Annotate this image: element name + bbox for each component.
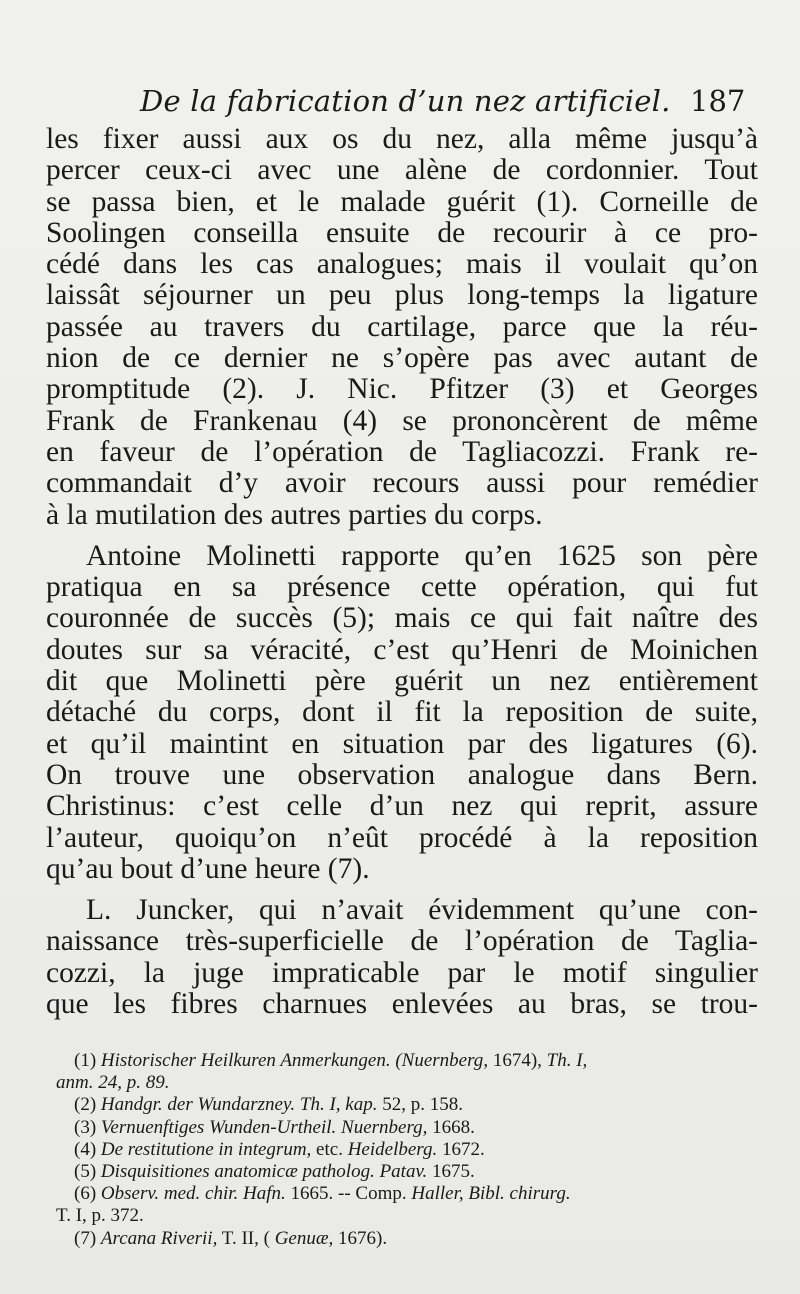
footnote-4: (4) De restitutione in integrum, etc. Heidelberg. 1672.: [74, 1138, 485, 1160]
text-line: laissât séjourner un peu plus long-temps la ligature: [46, 280, 758, 312]
text-line: Antoine Molinetti rapporte qu’en 1625 son père: [86, 540, 758, 572]
text-line: qu’au bout d’une heure (7).: [46, 853, 370, 885]
text-line: pratiqua en sa présence cette opération, qui fut: [46, 572, 758, 604]
footnote-1: (1) Historischer Heilkuren Anmerkungen. (Nuernberg, 1674), Th. I,: [74, 1050, 588, 1071]
text-line: commandait d’y avoir recours aussi pour remédier: [46, 468, 758, 500]
text-line: détaché du corps, dont il fit la reposition de suite,: [46, 697, 758, 729]
text-line: et qu’il maintint en situation par des ligatures (6).: [46, 728, 758, 760]
text-line: naissance très-superficielle de l’opération de Taglia-: [46, 926, 758, 958]
text-line: percer ceux-ci avec une alène de cordonnier. Tout: [46, 155, 758, 187]
text-line: passée au travers du cartilage, parce que la réu-: [46, 311, 758, 343]
text-line: cozzi, la juge impraticable par le motif singulier: [46, 957, 758, 989]
text-line: Frank de Frankenau (4) se prononcèrent de même: [46, 405, 758, 437]
text-line: les fixer aussi aux os du nez, alla même jusqu’à: [46, 124, 758, 155]
page-header: [0, 80, 800, 124]
text-line: que les fibres charnues enlevées au bras, se trou-: [46, 989, 758, 1021]
text-line: Christinus: c’est celle d’un nez qui reprit, assure: [46, 791, 758, 823]
paragraph-2: [46, 541, 758, 885]
footnote-6-continued: T. I, p. 372.: [56, 1205, 144, 1227]
footnote-2: (2) Handgr. der Wundarzney. Th. I, kap. 52, p. 158.: [74, 1094, 463, 1116]
footnotes: [56, 1050, 756, 1250]
running-head: De la fabrication d’un nez artificiel.: [140, 84, 671, 118]
footnote-1-continued: anm. 24, p. 89.: [56, 1072, 170, 1094]
paragraph-1: [46, 124, 758, 531]
text-line: On trouve une observation analogue dans Bern.: [46, 759, 758, 791]
text-line: en faveur de l’opération de Tagliacozzi. Frank re-: [46, 436, 758, 468]
body-text: [46, 124, 758, 1020]
footnote-5: (5) Disquisitiones anatomicæ patholog. Patav. 1675.: [74, 1160, 475, 1182]
text-line: doutes sur sa véracité, c’est qu’Henri de Moinichen: [46, 634, 758, 666]
paragraph-3: [46, 895, 758, 1020]
text-line: se passa bien, et le malade guérit (1). Corneille de: [46, 186, 758, 218]
footnote-3: (3) Vernuenftiges Wunden-Urtheil. Nuernberg, 1668.: [74, 1116, 475, 1138]
text-line: dit que Molinetti père guérit un nez entièrement: [46, 666, 758, 698]
text-line: cédé dans les cas analogues; mais il voulait qu’on: [46, 249, 758, 281]
text-line: à la mutilation des autres parties du corps.: [46, 499, 543, 531]
text-line: nion de ce dernier ne s’opère pas avec autant de: [46, 343, 758, 375]
text-line: l’auteur, quoiqu’on n’eût procédé à la reposition: [46, 822, 758, 854]
page-number: 187: [690, 84, 746, 118]
footnote-6: (6) Observ. med. chir. Hafn. 1665. -- Comp. Haller, Bibl. chirurg.: [74, 1183, 571, 1205]
text-line: Soolingen conseilla ensuite de recourir à ce pro-: [46, 217, 758, 249]
footnote-7: (7) Arcana Riverii, T. II, ( Genuæ, 1676).: [74, 1227, 388, 1249]
text-line: couronnée de succès (5); mais ce qui fait naître des: [46, 603, 758, 635]
text-line: promptitude (2). J. Nic. Pfitzer (3) et Georges: [46, 374, 758, 406]
text-line: L. Juncker, qui n’avait évidemment qu’une con-: [86, 895, 758, 927]
